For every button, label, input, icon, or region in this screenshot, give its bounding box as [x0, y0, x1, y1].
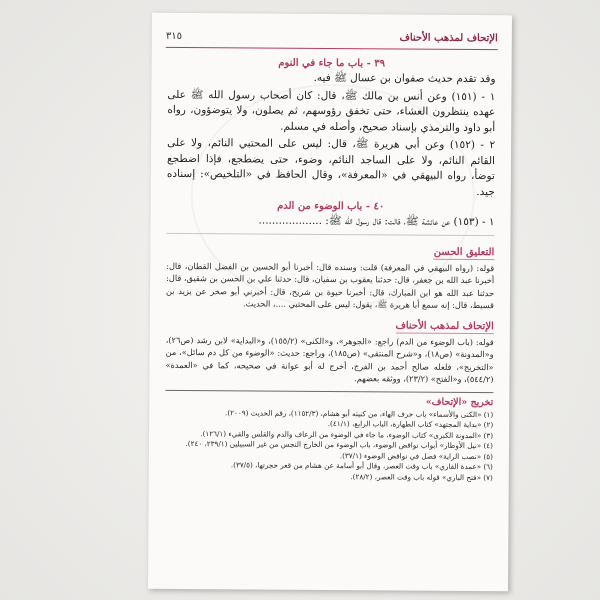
footnote-item: (٣) «المدونة الكبرى» كتاب الوضوء، ما جاء في الوضوء من الرعاف والدم والقلس والقيء (١٢٦/١).: [200, 428, 494, 440]
running-title: الإتحاف لمذهب الأحناف: [399, 31, 498, 44]
footnote-item: (٤) «نيل الأوطار» أبواب نواقض الوضوء، باب الوضوء من الخارج النجس من غير السبيلين (٢٣٩/١، ٢٤٠).: [185, 439, 494, 451]
ithaf-heading: الإتحاف لمذهب الأحناف: [395, 319, 494, 332]
section-divider: [166, 232, 494, 235]
footnote-item: (٦) «عمدة القاري» باب وقت العصر، وقال أبو أسامة عن هشام من قعر حجرتها، (٣٧/٥).: [230, 460, 493, 472]
ithaf-text: قوله: (باب الوضوء من الدم) راجع: «الجوهر»، و«الكنى» (١٥٥/٢)، و«البداية» لابن رشد (ص٢٦)، و«المدونة» (ص١٨)، و«شرح المنتقى» (ص١٨٥)، وراجع: حديث: «الوضوء من كل دم سائل»، من «التخريج»، فلعله صالح أحمد بن الفرج، أخرج له أبو عوانة في صحيحه، كما في «العمدة» (٥٤٤/٢)، و«الفتح» (٢٣/٢)، ووثقه بعضهم.: [165, 334, 494, 385]
book-page: [148, 13, 512, 591]
hadith-153: ١ - (١٥٣) عن عائشة ﷺ، قالت: قال رسول الله ﷺ: ...................: [258, 214, 495, 229]
footnotes-heading: تخريج «الإتحاف»: [425, 396, 494, 408]
footnotes-divider: [165, 389, 493, 392]
chapter-heading-sleep: ٣٩ - باب ما جاء في النوم: [278, 57, 386, 70]
talik-text: قوله: (رواه البيهقي في المعرفة) قلت: وسنده قال: أخبرنا أبو الحسين بن الفضل القطان، قال: أخبرنا عبد الله بن جعفر، قال: حدثنا يعقوب بن سفيان، قال: حدثنا علي بن الحسن بن شقيق، قال: حدثنا عبد الله هو ابن المبارك، قال: أخبرنا حيوة بن شريح، قال: أخبرني أبو صخر عن يزيد بن قسيط، قال: إنه سمع أبا هريرة ﷺ، يقول: ليس على المحتبي ....، الحديث.: [166, 260, 495, 311]
talik-heading: التعليق الحسن: [433, 246, 495, 258]
hadith-151: ١ - (١٥١) وعن أنس بن مالك ﷺ، قال: كان أصحاب رسول الله ﷺ على عهده ينتظرون العشاء، حتى تخفق رؤوسهم، ثم يصلون، ولا يتوضؤون، رواه أبو داود والترمذي بإسناد صحيح، وأصله في مسلم.: [167, 88, 496, 134]
page-body: [165, 55, 496, 484]
page-header: [166, 27, 498, 47]
header-divider: [166, 47, 498, 50]
intro-text: وقد تقدم حديث صفوان بن عسال ﷺ فيه.: [313, 71, 496, 86]
footnote-item: (١) «الكنى والأسماء» باب حرف الهاء، من كنيته أبو هشام، (١١٥٢/٣)، رقم الحديث (٢٠٠٩).: [225, 407, 494, 419]
footnote-item: (٧) «فتح الباري» قوله باب وقت العصر، (٢٨/٢).: [350, 472, 493, 483]
chapter-heading-blood: ٤٠ - باب الوضوء من الدم: [277, 200, 385, 213]
footnote-item: (٢) «بداية المجتهد» كتاب الطهارة، الباب الرابع، (٤١/١).: [327, 419, 494, 430]
hadith-152: ٢ - (١٥٢) وعن أبي هريرة ﷺ، قال: ليس على المحتبي النائم، ولا على القائم النائم، ولا على الساجد النائم، وضوء، حتى يضطجع، فإذا اضطجع توضأ، رواه البيهقي في «المعرفة»، وقال الحافظ في «التلخيص»: إسناده جيد.: [166, 136, 496, 198]
footnote-item: (٥) «نصب الراية» فصل في نواقض الوضوء (٣٧/١).: [339, 450, 493, 462]
page-number: ٣١٥: [165, 30, 183, 42]
